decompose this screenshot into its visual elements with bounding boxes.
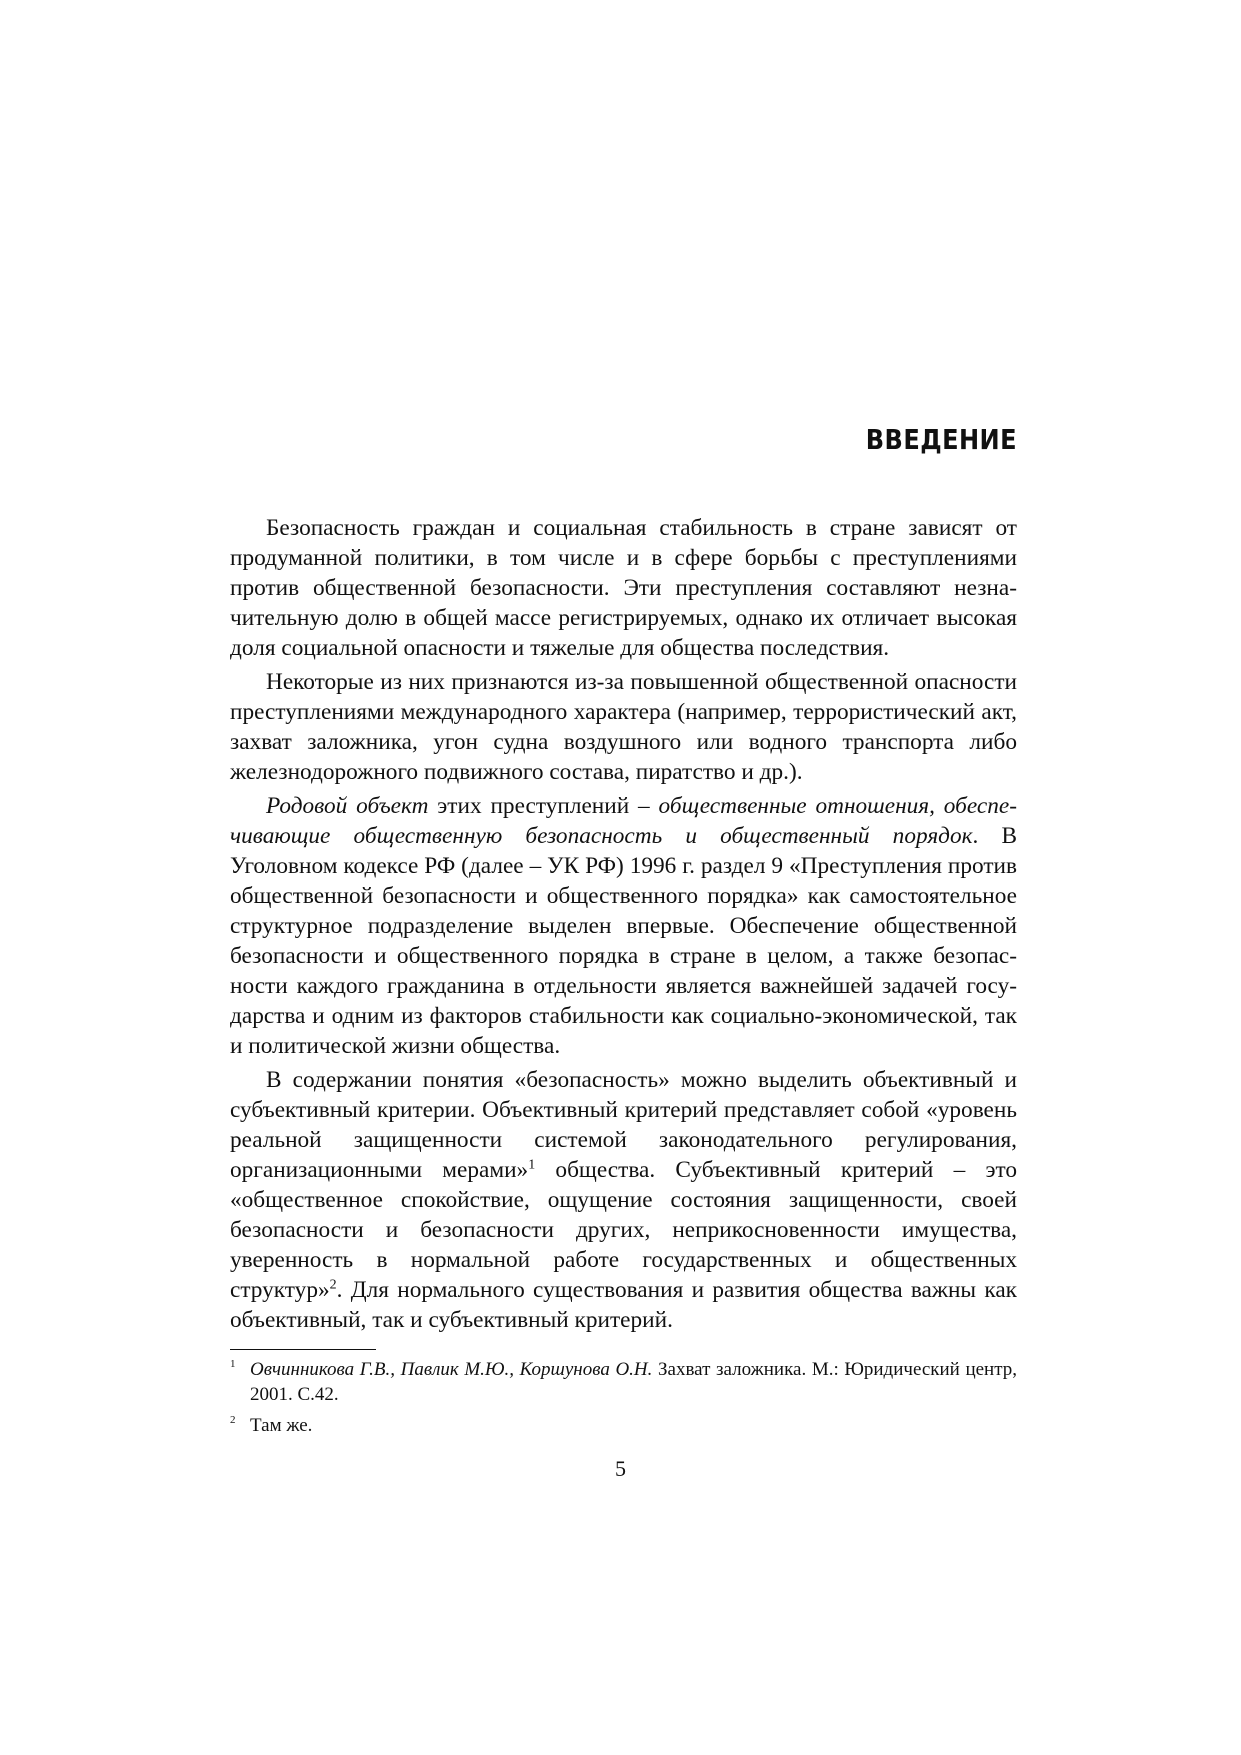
footnotes <box>230 1357 1017 1444</box>
term-generic-object: Родовой объект <box>266 793 429 819</box>
paragraph-4-text-2: общества. Субъективный критерий – это «общественное спокойствие, ощущение состояния защищенности, своей безопасности и безопасности других, неприкосновенности имущества, уверенность в нормальной работе государственных и общественных структур» <box>230 1157 1017 1303</box>
chapter-heading: ВВЕДЕНИЕ <box>865 423 1017 456</box>
footnote-2 <box>230 1413 1017 1438</box>
footnote-number: 2 <box>230 1414 236 1426</box>
term-definition: общественные отношения, обеспечивающие общественную безопасность и общественный порядок <box>230 793 1017 849</box>
paragraph-3-text-2: . В Уголовном кодексе РФ (далее – УК РФ) 1996 г. раздел 9 «Преступления против общественной безопасности и общественного порядка» как самостоятельное структурное подразделение выделен впервые. Обеспечение общественной безопасности и общественного порядка в стране в целом, а также безопасности каждого гражданина в отдельности является важнейшей задачей государства и одним из факторов стабильности как социально-экономической, так и политической жизни общества. <box>230 823 1017 1059</box>
paragraph-1: Безопасность граждан и социальная стабильность в стране зависят от продуманной политики, в том числе и в сфере борьбы с преступлениями против общественной безопасности. Эти преступления составляют незначительную долю в общей массе регистрируемых, однако их отличает высокая доля социальной опасности и тяжелые для общества последствия. <box>230 515 1017 661</box>
footnote-ref-1[interactable]: 1 <box>528 1157 536 1173</box>
footnote-number: 1 <box>230 1358 236 1370</box>
body-text <box>230 513 1017 1339</box>
paragraph-4-text-3: . Для нормального существования и развития общества важны как объективный, так и субъективный критерий. <box>230 1277 1017 1333</box>
paragraph-4-text-1: В содержании понятия «безопасность» можно выделить объективный и субъективный критерии. Объективный критерий представляет собой «уровень реальной защищенности системой законодательного регулирования, организационными мерами» <box>230 1067 1017 1183</box>
paragraph-4 <box>230 1065 1017 1335</box>
footnote-1 <box>230 1357 1017 1407</box>
paragraph-2: Некоторые из них признаются из-за повышенной общественной опасности преступлениями международного характера (например, террористический акт, захват заложника, угон судна воздушного или водного транспорта либо железнодорожного подвижного состава, пиратство и др.). <box>230 669 1017 785</box>
footnote-authors: Овчинникова Г.В., Павлик М.Ю., Коршунова О.Н. <box>250 1359 653 1380</box>
footnote-text: Захват заложника. М.: Юридический центр, 2001. С.42. <box>250 1359 1018 1405</box>
footnote-text: Там же. <box>250 1415 313 1436</box>
footnote-ref-2[interactable]: 2 <box>329 1277 337 1293</box>
paragraph-3 <box>230 791 1017 1061</box>
footnote-divider <box>230 1349 376 1350</box>
paragraph-3-text-1: этих преступлений – <box>428 793 659 819</box>
page-number: 5 <box>615 1456 626 1481</box>
